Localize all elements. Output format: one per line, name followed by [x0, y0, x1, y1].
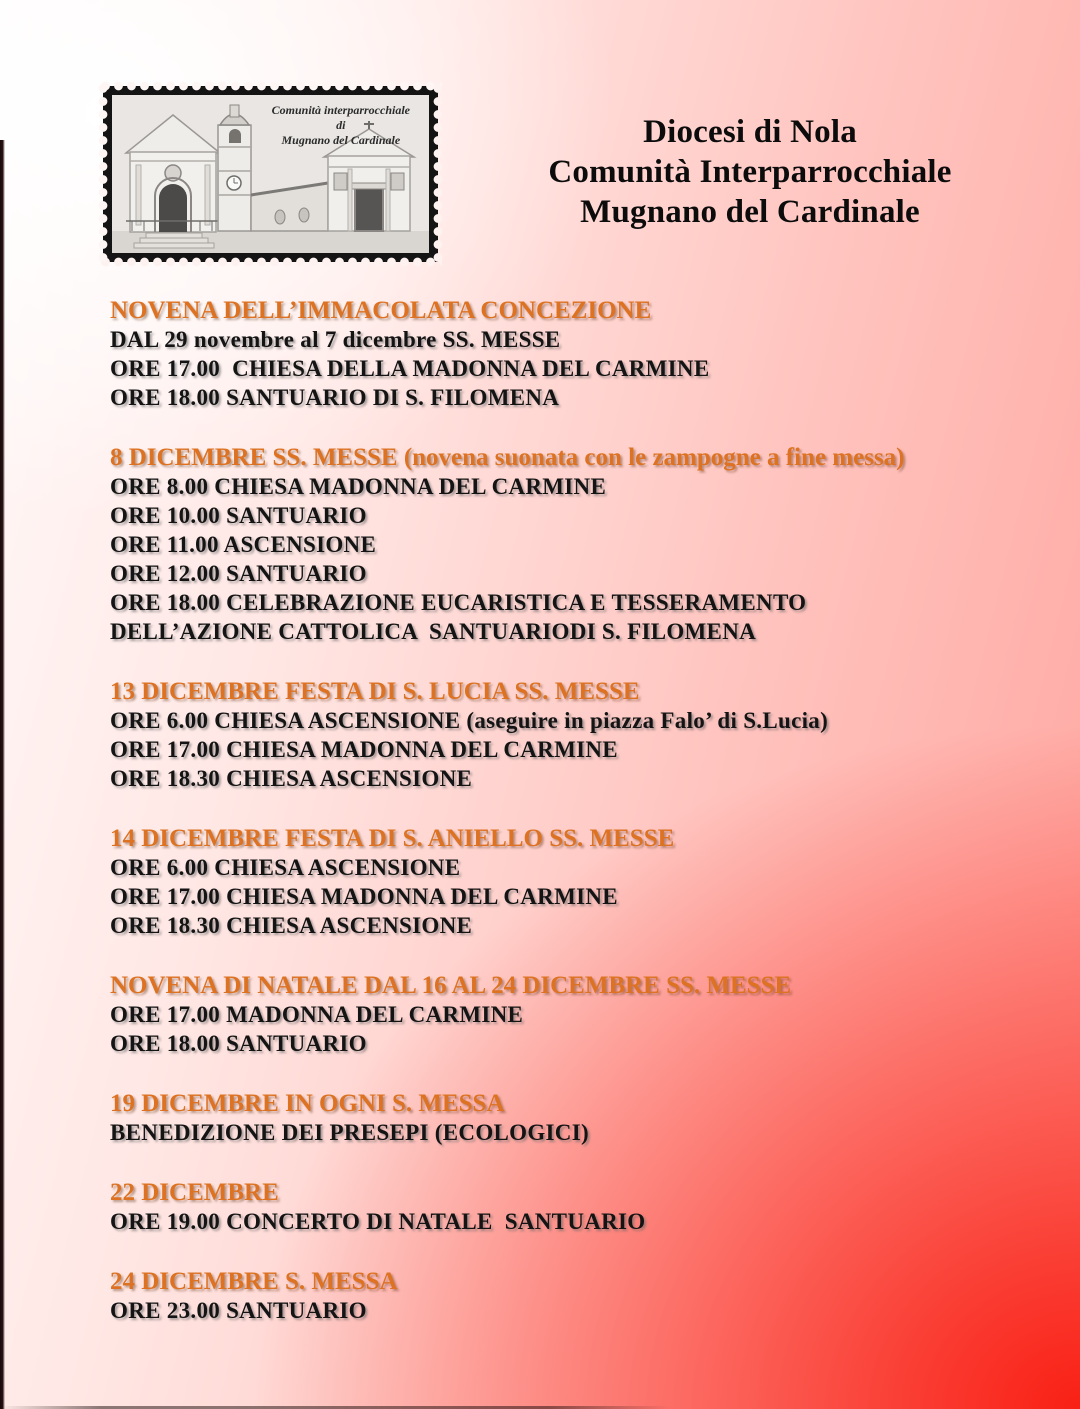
schedule-line: ORE 17.00 CHIESA DELLA MADONNA DEL CARMINE [110, 356, 710, 381]
community-stamp [103, 86, 438, 262]
section-22-dicembre [110, 1178, 1060, 1236]
section-heading: 14 DICEMBRE FESTA DI S. ANIELLO SS. MESSE [110, 825, 675, 852]
stamp-caption-line: Mugnano del Cardinale [281, 133, 401, 147]
stamp-perforation-left [98, 82, 108, 266]
mass-schedule [110, 296, 1060, 1356]
schedule-line: ORE 17.00 CHIESA MADONNA DEL CARMINE [110, 737, 618, 762]
section-heading: 24 DICEMBRE S. MESSA [110, 1268, 398, 1295]
stamp-caption-line: di [336, 118, 346, 132]
schedule-line: ORE 23.00 SANTUARIO [110, 1298, 367, 1323]
section-novena-immacolata [110, 296, 1060, 412]
schedule-line: DAL 29 novembre al 7 dicembre SS. MESSE [110, 327, 561, 352]
stamp-perforation-top [99, 81, 442, 91]
title-line-diocese: Diocesi di Nola [643, 114, 857, 150]
schedule-line: ORE 8.00 CHIESA MADONNA DEL CARMINE [110, 474, 607, 499]
schedule-line: ORE 11.00 ASCENSIONE [110, 532, 377, 557]
schedule-line: ORE 10.00 SANTUARIO [110, 503, 367, 528]
stamp-photo [112, 95, 429, 253]
stamp-perforation-bottom [99, 257, 442, 267]
scan-edge-left [0, 140, 5, 1409]
schedule-line: DELL’AZIONE CATTOLICA SANTUARIODI S. FILOMENA [110, 619, 757, 644]
section-heading: 19 DICEMBRE IN OGNI S. MESSA [110, 1090, 505, 1117]
schedule-line: BENEDIZIONE DEI PRESEPI (ECOLOGICI) [110, 1120, 589, 1145]
section-heading: NOVENA DELL’IMMACOLATA CONCEZIONE [110, 297, 652, 324]
section-heading: NOVENA DI NATALE DAL 16 AL 24 DICEMBRE SS. MESSE [110, 972, 792, 999]
schedule-line: ORE 18.00 CELEBRAZIONE EUCARISTICA E TESSERAMENTO [110, 590, 807, 615]
schedule-line: ORE 17.00 MADONNA DEL CARMINE [110, 1002, 524, 1027]
section-24-dicembre [110, 1267, 1060, 1325]
schedule-line: ORE 17.00 CHIESA MADONNA DEL CARMINE [110, 884, 618, 909]
section-heading: 8 DICEMBRE SS. MESSE (novena suonata con le zampogne a fine messa) [110, 444, 905, 471]
stamp-caption-line: Comunità interparrocchiale [271, 103, 410, 117]
schedule-line: ORE 18.00 SANTUARIO DI S. FILOMENA [110, 385, 560, 410]
schedule-line: ORE 19.00 CONCERTO DI NATALE SANTUARIO [110, 1209, 646, 1234]
section-8-dicembre [110, 443, 1060, 646]
section-14-dicembre-s-aniello [110, 824, 1060, 940]
section-heading: 13 DICEMBRE FESTA DI S. LUCIA SS. MESSE [110, 678, 640, 705]
section-19-dicembre [110, 1089, 1060, 1147]
section-novena-di-natale [110, 971, 1060, 1058]
stamp-caption [255, 103, 427, 148]
schedule-line: ORE 6.00 CHIESA ASCENSIONE (aseguire in piazza Falo’ di S.Lucia) [110, 708, 829, 733]
title-line-town: Mugnano del Cardinale [580, 194, 920, 230]
schedule-line: ORE 6.00 CHIESA ASCENSIONE [110, 855, 461, 880]
page-title [470, 112, 1030, 232]
schedule-line: ORE 12.00 SANTUARIO [110, 561, 367, 586]
section-13-dicembre-s-lucia [110, 677, 1060, 793]
schedule-line: ORE 18.30 CHIESA ASCENSIONE [110, 766, 473, 791]
section-heading: 22 DICEMBRE [110, 1179, 279, 1206]
title-line-community: Comunità Interparrocchiale [548, 154, 952, 190]
stamp-perforation-right [433, 82, 443, 266]
schedule-line: ORE 18.30 CHIESA ASCENSIONE [110, 913, 473, 938]
schedule-line: ORE 18.00 SANTUARIO [110, 1031, 367, 1056]
